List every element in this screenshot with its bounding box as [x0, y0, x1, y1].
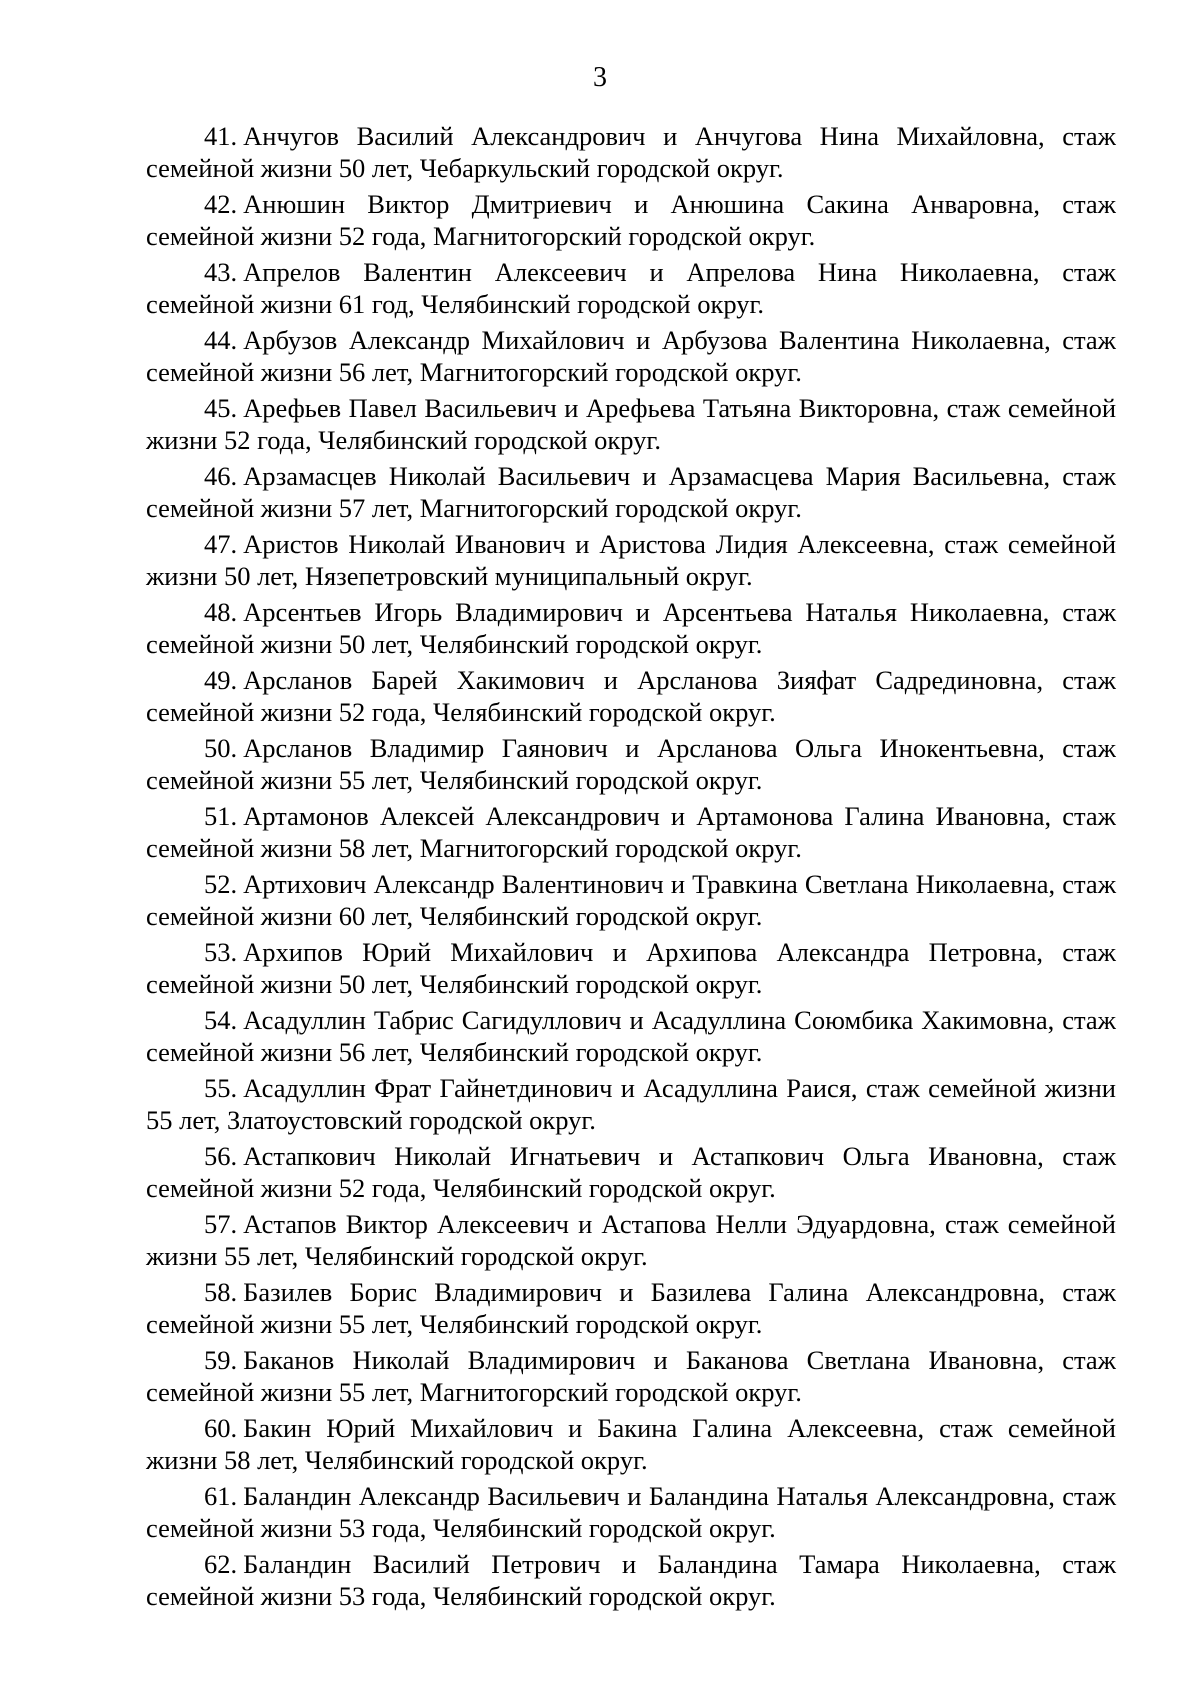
item-text: Баканов Николай Владимирович и Баканова Светлана Ивановна, стаж семейной жизни 55 лет, Магнитогорский городской округ. — [146, 1345, 1116, 1407]
item-number: 50. — [204, 733, 238, 763]
list-item — [146, 324, 1116, 388]
item-text: Астапкович Николай Игнатьевич и Астапкович Ольга Ивановна, стаж семейной жизни 52 года, Челябинский городской округ. — [146, 1141, 1116, 1203]
list-item — [146, 1548, 1116, 1612]
item-text: Асадуллин Табрис Сагидуллович и Асадуллина Союмбика Хакимовна, стаж семейной жизни 56 лет, Челябинский городской округ. — [146, 1005, 1116, 1067]
item-text: Базилев Борис Владимирович и Базилева Галина Александровна, стаж семейной жизни 55 лет, Челябинский городской округ. — [146, 1277, 1116, 1339]
list-item — [146, 460, 1116, 524]
item-number: 59. — [204, 1345, 238, 1375]
item-number: 58. — [204, 1277, 238, 1307]
item-number: 44. — [204, 325, 238, 355]
list-item — [146, 1412, 1116, 1476]
list-item — [146, 1004, 1116, 1068]
item-text: Арсентьев Игорь Владимирович и Арсентьева Наталья Николаевна, стаж семейной жизни 50 лет, Челябинский городской округ. — [146, 597, 1116, 659]
item-text: Артамонов Алексей Александрович и Артамонова Галина Ивановна, стаж семейной жизни 58 лет, Магнитогорский городской округ. — [146, 801, 1116, 863]
item-number: 41. — [204, 121, 238, 151]
item-text: Аристов Николай Иванович и Аристова Лидия Алексеевна, стаж семейной жизни 50 лет, Нязепетровский муниципальный округ. — [146, 529, 1116, 591]
page-number: 3 — [593, 62, 607, 93]
item-number: 42. — [204, 189, 238, 219]
item-number: 54. — [204, 1005, 238, 1035]
item-number: 56. — [204, 1141, 238, 1171]
item-number: 62. — [204, 1549, 238, 1579]
entries-list — [146, 120, 1116, 1616]
item-text: Баландин Александр Васильевич и Баландина Наталья Александровна, стаж семейной жизни 53 года, Челябинский городской округ. — [146, 1481, 1116, 1543]
item-number: 46. — [204, 461, 238, 491]
item-number: 43. — [204, 257, 238, 287]
item-number: 57. — [204, 1209, 238, 1239]
item-number: 47. — [204, 529, 238, 559]
item-number: 45. — [204, 393, 238, 423]
list-item — [146, 1140, 1116, 1204]
list-item — [146, 1480, 1116, 1544]
list-item — [146, 1072, 1116, 1136]
item-number: 60. — [204, 1413, 238, 1443]
list-item — [146, 256, 1116, 320]
list-item — [146, 868, 1116, 932]
item-text: Анчугов Василий Александрович и Анчугова Нина Михайловна, стаж семейной жизни 50 лет, Чебаркульский городской округ. — [146, 121, 1116, 183]
list-item — [146, 528, 1116, 592]
list-item — [146, 664, 1116, 728]
list-item — [146, 1208, 1116, 1272]
list-item — [146, 936, 1116, 1000]
item-text: Апрелов Валентин Алексеевич и Апрелова Нина Николаевна, стаж семейной жизни 61 год, Челябинский городской округ. — [146, 257, 1116, 319]
item-text: Арбузов Александр Михайлович и Арбузова Валентина Николаевна, стаж семейной жизни 56 лет, Магнитогорский городской округ. — [146, 325, 1116, 387]
list-item — [146, 800, 1116, 864]
list-item — [146, 188, 1116, 252]
item-text: Арсланов Барей Хакимович и Арсланова Зияфат Садрединовна, стаж семейной жизни 52 года, Челябинский городской округ. — [146, 665, 1116, 727]
item-text: Арсланов Владимир Гаянович и Арсланова Ольга Инокентьевна, стаж семейной жизни 55 лет, Челябинский городской округ. — [146, 733, 1116, 795]
item-text: Арефьев Павел Васильевич и Арефьева Татьяна Викторовна, стаж семейной жизни 52 года, Челябинский городской округ. — [146, 393, 1116, 455]
item-number: 53. — [204, 937, 238, 967]
list-item — [146, 596, 1116, 660]
item-text: Бакин Юрий Михайлович и Бакина Галина Алексеевна, стаж семейной жизни 58 лет, Челябинский городской округ. — [146, 1413, 1116, 1475]
item-text: Артихович Александр Валентинович и Травкина Светлана Николаевна, стаж семейной жизни 60 лет, Челябинский городской округ. — [146, 869, 1116, 931]
list-item — [146, 120, 1116, 184]
item-text: Архипов Юрий Михайлович и Архипова Александра Петровна, стаж семейной жизни 50 лет, Челябинский городской округ. — [146, 937, 1116, 999]
item-text: Арзамасцев Николай Васильевич и Арзамасцева Мария Васильевна, стаж семейной жизни 57 лет, Магнитогорский городской округ. — [146, 461, 1116, 523]
item-number: 52. — [204, 869, 238, 899]
item-text: Астапов Виктор Алексеевич и Астапова Нелли Эдуардовна, стаж семейной жизни 55 лет, Челябинский городской округ. — [146, 1209, 1116, 1271]
item-number: 49. — [204, 665, 238, 695]
item-number: 48. — [204, 597, 238, 627]
item-text: Анюшин Виктор Дмитриевич и Анюшина Сакина Анваровна, стаж семейной жизни 52 года, Магнитогорский городской округ. — [146, 189, 1116, 251]
item-text: Асадуллин Фрат Гайнетдинович и Асадуллина Раися, стаж семейной жизни 55 лет, Златоустовский городской округ. — [146, 1073, 1116, 1135]
item-text: Баландин Василий Петрович и Баландина Тамара Николаевна, стаж семейной жизни 53 года, Челябинский городской округ. — [146, 1549, 1116, 1611]
item-number: 51. — [204, 801, 238, 831]
list-item — [146, 1344, 1116, 1408]
item-number: 55. — [204, 1073, 238, 1103]
item-number: 61. — [204, 1481, 238, 1511]
list-item — [146, 732, 1116, 796]
list-item — [146, 1276, 1116, 1340]
list-item — [146, 392, 1116, 456]
